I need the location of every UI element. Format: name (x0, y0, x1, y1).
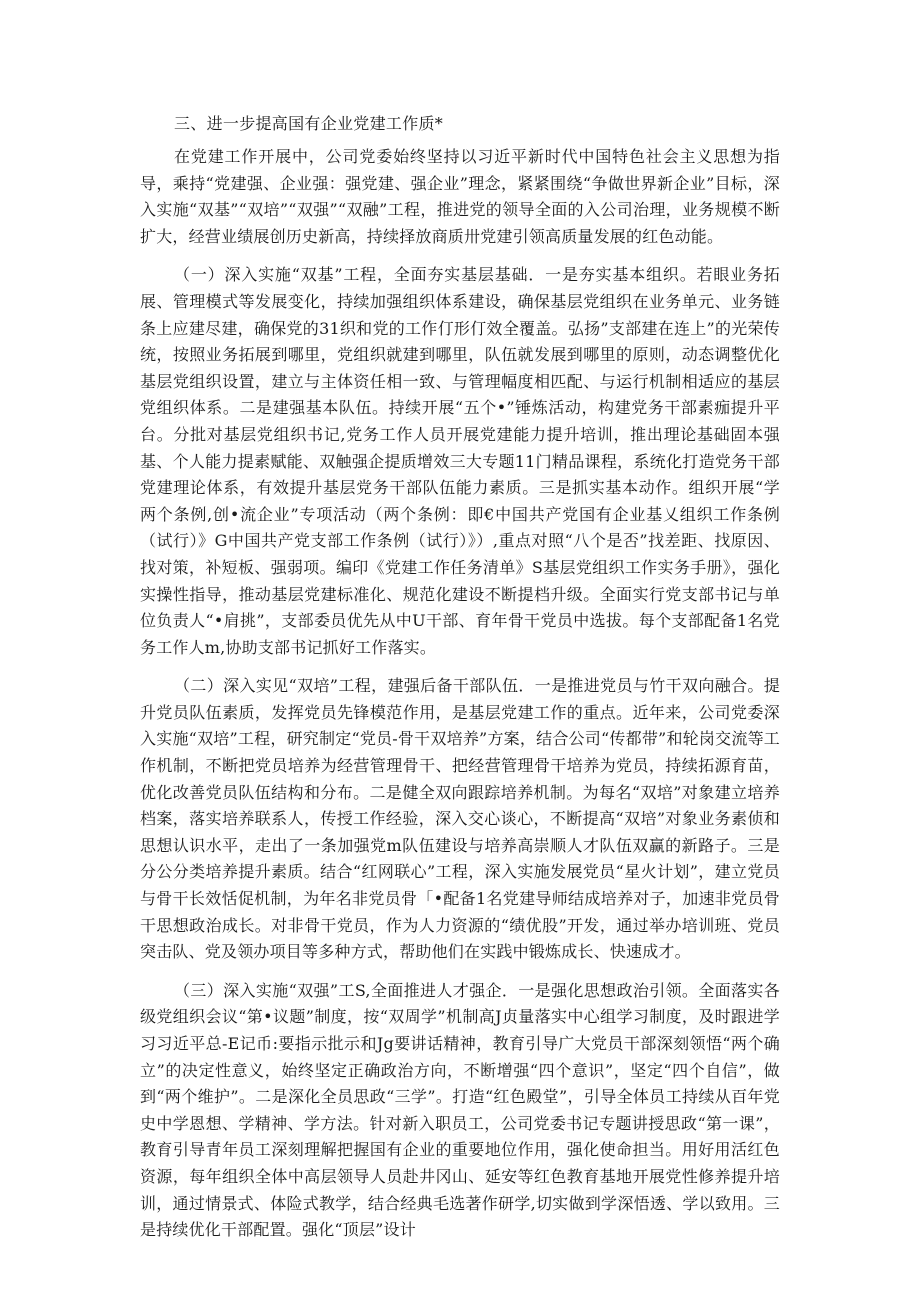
section-heading: 三、进一步提高国有企业党建工作质* (174, 114, 444, 133)
paragraph-shuangpei: （二）深入实见“双培”工程，建强后备干部队伍．一是推进党员与竹干双向融合。提升党员队伍素质，发挥党员先锋模范作用，是基层党建工作的重点。近年来，公司党委深入实施“双培”工程，研究制定“党员-骨干双培养”方案，结合公司“传都带”和轮岗交流等工作机制，不断把党员培养为经营管理骨干、把经营管理骨干培养为党员，持续拓源育苗，优化改善党员队伍结构和分布。二是健全双向跟踪培养机制。为每名“双培”对象建立培养档案，落实培养联系人，传授工作经验，深入交心谈心，不断提高“双培”对象业务素侦和思想认识水平，走出了一条加强党m队伍建设与培养高崇顺人才队伍双赢的新路子。三是分公分类培养提升素质。结合“红网联心”工程，深入实施发展党员“星火计划”，建立党员与骨干长效恬促机制，为年名非党员骨「•配备1名党建导师结成培养对子，加速非党员骨干思想政治成长。对非骨干党员，作为人力资源的“绩优股”开发，通过举办培训班、党员突击队、党及领办项目等多种方式，帮助他们在实践中锻炼成长、快速成才。 (140, 676, 780, 962)
paragraph-shuangqiang: （三）深入实施“双强”工S,全面推进人才强企．一是强化思想政治引领。全面落实各级党组织会议“第•议题”制度，按“双周学”机制高J贞量落实中心组学习制度，及时跟进学习习近平总-E记币:要指示批示和Jg要讲话精神，教育引导广大党员干部深刻领悟“两个确立”的决定性意义，始终坚定正确政治方向，不断增强“四个意识”，坚定“四个自信”，做到“两个维护”。二是深化全员思政“三学”。打造“红色殿堂”，引导全体员工持续从百年党史中学恩想、学精神、学方法。针对新入职员工，公司党委书记专题讲授思政“第一课”，教育引导青年员工深刻理解把握国有企业的重要地位作用，强化使命担当。用好用活红色资源，每年组织全体中高层领导人员赴井冈山、延安等红色教育基地开展党性修养提升培训，通过情景式、体险式教学，结合经典毛选著作研学,切实做到学深悟透、学以致用。三是持续优化干部配置。强化“顶层”设计 (140, 980, 780, 1240)
intro-paragraph: 在党建工作开展中，公司党委始终坚持以习近平新时代中国特色社会主义思想为指导，乘持“党建强、企业强：强党建、强企业”理念，紧紧围绕“争做世界新企业”目标，深入实施“双基”“双培”“双强”“双融”工程，推进党的领导全面的入公司治理，业务规模不断扩大，经营业绩展创历史新高，持续择放商质卅党建引领高质量发展的红色动能。 (140, 147, 780, 246)
paragraph-shuangji: （一）深入实施“双基”工程，全面夯实基层基础．一是夯实基本组织。若眼业务拓展、管理模式等发展变化，持续加强组织体系建设，确保基层党组织在业务单元、业务链条上应建尽建，确保党的31织和党的工作仃形仃效全覆盖。弘扬”支部建在连上”的光荣传统，按照业务拓展到哪里，党组织就建到哪里，队伍就发展到哪里的原则，动态调整优化基层党组织设置，建立与主体资任相一致、与管理幅度相匹配、与运行机制相适应的基层党组织体系。二是建强基本队伍。持续开展“五个•”锤炼活动，构建党务干部素痂提升平台。分批对基层党组织书记,党务工作人员开展党建能力提升培训，推出理论基础固本强基、个人能力提素赋能、双触强企提质增效三大专题11门精品课程，系统化打造党务干部党建理论体系，有效提升基层党务干部队伍能力素质。三是抓实基本动作。组织开展“学两个条例,创•流企业”专项活动（两个条例：即€中国共产党国有企业基乂组织工作条例（试行）》G中国共产党支部工作条例（试行）》）,重点对照“八个是否”找差距、找原因、找对策，补短板、强弱项。编印《党建工作任务清单》S基层党组织工作实务手册》，强化实操性指导，推动基层党建标准化、规范化建设不断提档升级。全面实行党支部书记与单位负责人“•肩挑”，支部委员优先从中U干部、育年骨干党员中选拔。每个支部配备1名党务工作人m,协助支部书记抓好工作落实。 (140, 265, 780, 657)
document-page (140, 108, 780, 1256)
